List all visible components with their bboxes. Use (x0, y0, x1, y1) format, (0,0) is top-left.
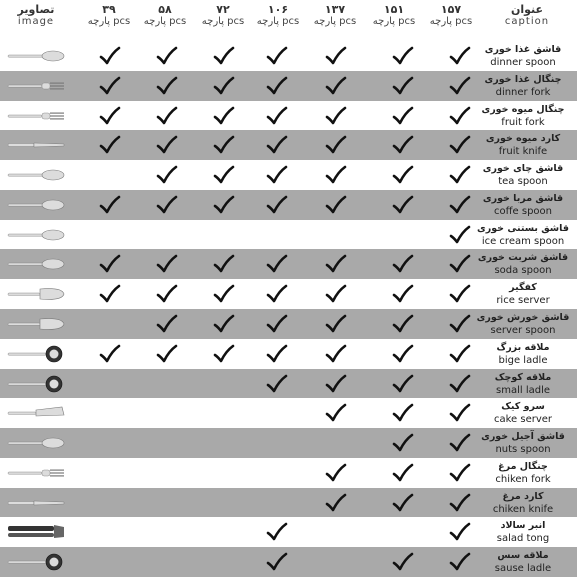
table-row (0, 488, 577, 518)
checkmark-icon (212, 135, 236, 155)
checkmark-icon (265, 284, 289, 304)
checkmark-icon (391, 463, 415, 483)
item-caption-fa: چنگال مرغ (498, 460, 548, 472)
item-caption-en: server spoon (490, 325, 556, 337)
caption-header-fa: عنوان (510, 3, 544, 16)
table-row (0, 101, 577, 131)
checkmark-icon (212, 106, 236, 126)
item-caption (475, 341, 571, 367)
checkmark-icon (391, 165, 415, 185)
item-caption-fa: کارد میوه خوری (485, 133, 561, 145)
set-column-header-58 (135, 4, 195, 28)
checkmark-icon (391, 254, 415, 274)
item-caption-en: bige ladle (498, 354, 548, 366)
item-caption-en: tea spoon (498, 176, 548, 188)
image-column-header (0, 4, 72, 28)
set-column-header-106 (248, 4, 308, 28)
checkmark-icon (324, 493, 348, 513)
checkmark-icon (448, 165, 472, 185)
checkmark-icon (265, 374, 289, 394)
item-caption-en: fruit fork (501, 116, 545, 128)
spoon-icon (4, 45, 68, 67)
table-header (0, 0, 577, 42)
fork-icon (4, 462, 68, 484)
checkmark-icon (212, 195, 236, 215)
checkmark-icon (265, 254, 289, 274)
set-column-header-151 (364, 4, 424, 28)
checkmark-icon (265, 135, 289, 155)
table-row (0, 130, 577, 160)
item-caption (475, 311, 571, 337)
checkmark-icon (155, 135, 179, 155)
checkmark-icon (265, 344, 289, 364)
fork-icon (4, 75, 68, 97)
checkmark-icon (391, 314, 415, 334)
set-count: ۳۹ (102, 3, 116, 16)
checkmark-icon (448, 46, 472, 66)
spoon-icon (4, 164, 68, 186)
item-caption-fa: قاشق بستنی خوری (477, 222, 569, 234)
checkmark-icon (448, 314, 472, 334)
table-row (0, 398, 577, 428)
checkmark-icon (448, 463, 472, 483)
checkmark-icon (391, 135, 415, 155)
item-caption (475, 430, 571, 456)
checkmark-icon (98, 135, 122, 155)
item-caption-fa: چنگال میوه خوری (481, 103, 565, 115)
table-row (0, 369, 577, 399)
set-unit: پارچه pcs (372, 16, 416, 27)
checkmark-icon (324, 165, 348, 185)
item-caption (475, 103, 571, 129)
item-caption (475, 162, 571, 188)
item-caption-en: coffe spoon (494, 205, 552, 217)
checkmark-icon (448, 493, 472, 513)
item-caption-fa: قاشق غذا خوری (484, 44, 562, 55)
item-caption (475, 222, 571, 248)
item-caption-en: ice cream spoon (481, 235, 565, 247)
checkmark-icon (265, 46, 289, 66)
item-caption (475, 460, 571, 486)
checkmark-icon (155, 314, 179, 334)
item-caption (475, 132, 571, 158)
checkmark-icon (324, 46, 348, 66)
cake-server-icon (4, 402, 68, 424)
checkmark-icon (265, 522, 289, 542)
item-caption-en: salad tong (496, 533, 550, 545)
item-caption-fa: قاشق آجیل خوری (481, 431, 565, 443)
item-caption-fa: ملاقه سس (497, 550, 549, 562)
item-caption-en: rice server (496, 295, 550, 307)
set-unit: پارچه pcs (256, 16, 300, 27)
checkmark-icon (391, 76, 415, 96)
table-row (0, 517, 577, 547)
table-row (0, 309, 577, 339)
checkmark-icon (212, 165, 236, 185)
checkmark-icon (448, 552, 472, 572)
checkmark-icon (155, 254, 179, 274)
checkmark-icon (155, 344, 179, 364)
item-caption-en: soda spoon (494, 265, 552, 277)
checkmark-icon (391, 284, 415, 304)
item-caption-fa: سرو کیک (501, 401, 545, 413)
checkmark-icon (391, 493, 415, 513)
checkmark-icon (265, 76, 289, 96)
checkmark-icon (448, 195, 472, 215)
checkmark-icon (324, 195, 348, 215)
checkmark-icon (98, 344, 122, 364)
set-unit: پارچه pcs (313, 16, 357, 27)
item-caption (475, 549, 571, 575)
checkmark-icon (98, 106, 122, 126)
set-unit: پارچه pcs (143, 16, 187, 27)
item-caption (475, 281, 571, 307)
item-caption (475, 73, 571, 99)
checkmark-icon (324, 76, 348, 96)
checkmark-icon (155, 106, 179, 126)
checkmark-icon (448, 433, 472, 453)
item-caption-fa: قاشق چای خوری (482, 163, 564, 175)
spoon-icon (4, 253, 68, 275)
checkmark-icon (448, 135, 472, 155)
item-caption (475, 371, 571, 397)
table-row (0, 249, 577, 279)
set-column-header-72 (193, 4, 253, 28)
set-count: ۱۳۷ (324, 3, 346, 16)
checkmark-icon (98, 254, 122, 274)
checkmark-icon (324, 135, 348, 155)
checkmark-icon (391, 195, 415, 215)
checkmark-icon (265, 314, 289, 334)
item-caption (475, 251, 571, 277)
item-caption-en: dinner fork (495, 86, 551, 98)
item-caption (475, 400, 571, 426)
tong-icon (4, 521, 68, 543)
table-row (0, 71, 577, 101)
checkmark-icon (155, 165, 179, 185)
checkmark-icon (448, 76, 472, 96)
checkmark-icon (448, 344, 472, 364)
set-count: ۵۸ (158, 3, 172, 16)
set-column-header-39 (79, 4, 139, 28)
checkmark-icon (391, 344, 415, 364)
checkmark-icon (324, 314, 348, 334)
checkmark-icon (265, 552, 289, 572)
checkmark-icon (448, 106, 472, 126)
spoon-icon (4, 432, 68, 454)
ladle-icon (4, 551, 68, 573)
checkmark-icon (448, 522, 472, 542)
checkmark-icon (98, 46, 122, 66)
checkmark-icon (265, 165, 289, 185)
checkmark-icon (391, 552, 415, 572)
item-caption (475, 490, 571, 516)
table-row (0, 458, 577, 488)
checkmark-icon (212, 76, 236, 96)
checkmark-icon (324, 403, 348, 423)
table-row (0, 220, 577, 250)
checkmark-icon (155, 284, 179, 304)
knife-icon (4, 134, 68, 156)
server-icon (4, 283, 68, 305)
item-caption-fa: قاشق خورش خوری (476, 312, 570, 324)
item-caption-en: small ladle (496, 384, 550, 396)
item-caption-en: dinner spoon (490, 57, 556, 68)
checkmark-icon (324, 463, 348, 483)
set-count: ۱۵۱ (383, 3, 405, 16)
table-row (0, 41, 577, 71)
checkmark-icon (324, 106, 348, 126)
checkmark-icon (391, 433, 415, 453)
fork-icon (4, 105, 68, 127)
checkmark-icon (212, 344, 236, 364)
item-caption-en: chiken knife (492, 503, 554, 515)
spoon-icon (4, 224, 68, 246)
item-caption-fa: قاشق مربا خوری (482, 192, 564, 204)
set-count: ۱۵۷ (440, 3, 462, 16)
checkmark-icon (448, 374, 472, 394)
server-icon (4, 313, 68, 335)
set-unit: پارچه pcs (429, 16, 473, 27)
checkmark-icon (265, 106, 289, 126)
table-body (0, 41, 577, 577)
checkmark-icon (212, 284, 236, 304)
item-caption (475, 519, 571, 545)
set-column-header-157 (421, 4, 481, 28)
item-caption-en: sause ladle (494, 563, 552, 575)
item-caption-fa: کفگیر (509, 282, 537, 294)
image-header-en: image (17, 16, 55, 27)
checkmark-icon (155, 76, 179, 96)
checkmark-icon (98, 284, 122, 304)
table-row (0, 190, 577, 220)
set-unit: پارچه pcs (87, 16, 131, 27)
checkmark-icon (324, 374, 348, 394)
item-caption-en: nuts spoon (495, 444, 551, 456)
ladle-icon (4, 343, 68, 365)
table-row (0, 160, 577, 190)
checkmark-icon (155, 46, 179, 66)
ladle-icon (4, 373, 68, 395)
checkmark-icon (448, 403, 472, 423)
checkmark-icon (324, 254, 348, 274)
caption-column-header (482, 4, 572, 28)
knife-icon (4, 492, 68, 514)
spoon-icon (4, 194, 68, 216)
set-column-header-137 (305, 4, 365, 28)
checkmark-icon (448, 225, 472, 245)
checkmark-icon (448, 254, 472, 274)
checkmark-icon (324, 344, 348, 364)
checkmark-icon (98, 195, 122, 215)
table-row (0, 547, 577, 577)
checkmark-icon (212, 314, 236, 334)
checkmark-icon (391, 106, 415, 126)
checkmark-icon (391, 403, 415, 423)
item-caption-fa: ملاقه بزرگ (496, 341, 550, 353)
item-caption-fa: قاشق شربت خوری (477, 252, 569, 264)
checkmark-icon (212, 46, 236, 66)
set-count: ۷۲ (216, 3, 230, 16)
item-caption-fa: انبر سالاد (500, 520, 546, 532)
caption-header-en: caption (504, 16, 550, 27)
checkmark-icon (155, 195, 179, 215)
image-header-fa: تصاویر (17, 3, 55, 16)
checkmark-icon (212, 254, 236, 274)
item-caption-fa: ملاقه کوچک (494, 371, 552, 383)
table-row (0, 339, 577, 369)
table-row (0, 428, 577, 458)
item-caption (475, 43, 571, 69)
set-count: ۱۰۶ (267, 3, 289, 16)
item-caption-en: chiken fork (495, 473, 551, 485)
checkmark-icon (265, 195, 289, 215)
item-caption (475, 192, 571, 218)
item-caption-fa: کارد مرغ (502, 490, 544, 502)
item-caption-en: cake server (493, 414, 553, 426)
checkmark-icon (98, 76, 122, 96)
item-caption-en: fruit knife (498, 146, 548, 158)
checkmark-icon (448, 284, 472, 304)
checkmark-icon (391, 374, 415, 394)
checkmark-icon (324, 284, 348, 304)
item-caption-fa: چنگال غذا خوری (484, 73, 562, 85)
table-row (0, 279, 577, 309)
set-unit: پارچه pcs (201, 16, 245, 27)
checkmark-icon (391, 46, 415, 66)
